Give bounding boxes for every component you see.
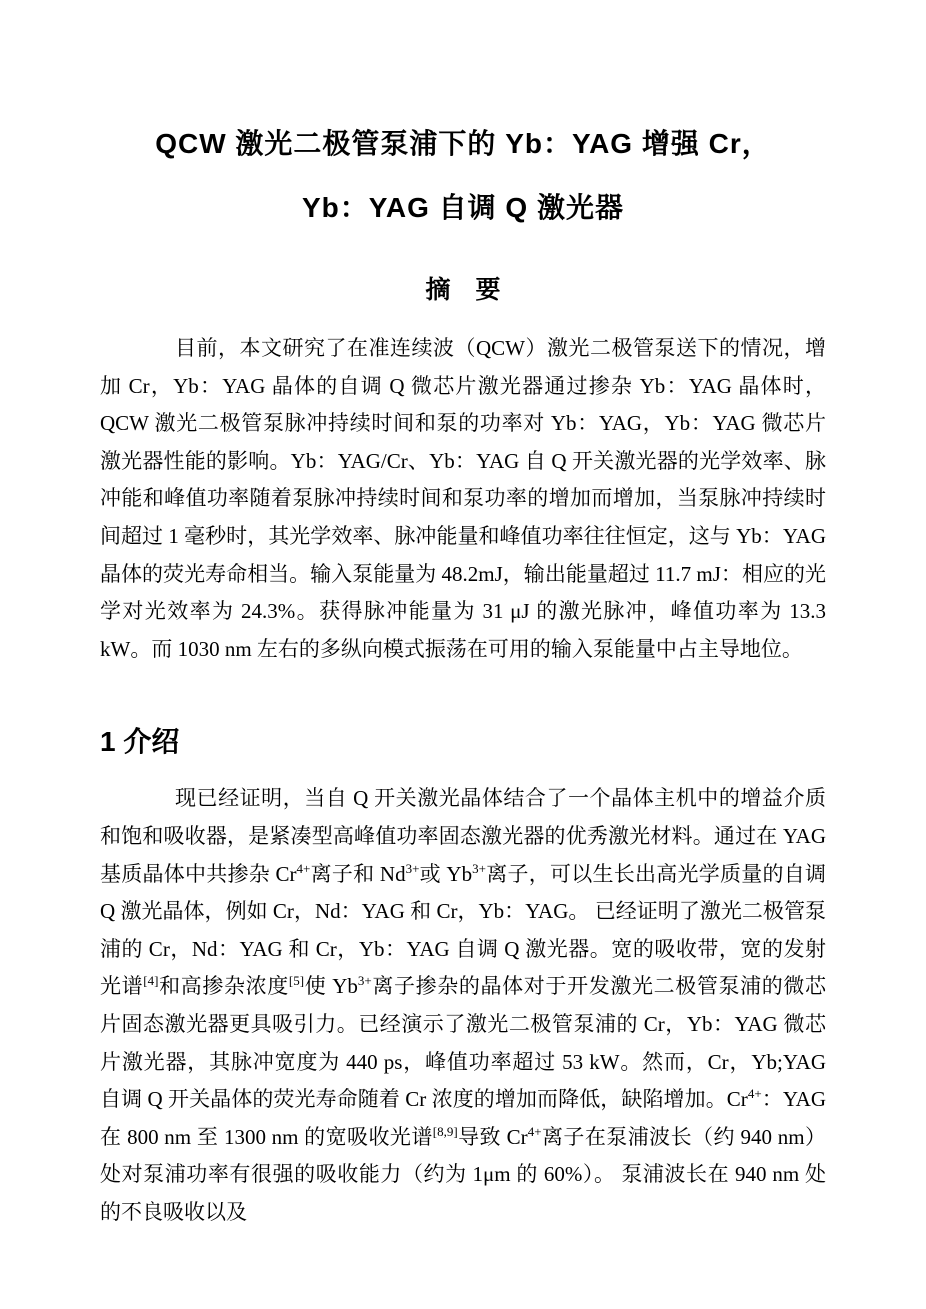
section-1-heading: 1 介绍 (100, 726, 180, 758)
paper-title (100, 0, 826, 240)
abstract-paragraph: 目前，本文研究了在准连续波（QCW）激光二极管泵送下的情况，增加 Cr，Yb：YAG 晶体的自调 Q 微芯片激光器通过掺杂 Yb：YAG 晶体时， QCW 激光二极管泵脉冲持续时间和泵的功率对 Yb：YAG，Yb：YAG 微芯片激光器性能的影响。Yb：YAG/Cr、Yb：YAG 自 Q 开关激光器的光学效率、脉冲能和峰值功率随着泵脉冲持续时间和泵功率的增加而增加，当泵脉冲持续时间超过 1 毫秒时，其光学效率、脉冲能量和峰值功率往往恒定，这与 Yb：YAG 晶体的荧光寿命相当。输入泵能量为 48.2mJ，输出能量超过 11.7 mJ：相应的光学对光效率为 24.3%。获得脉冲能量为 31 μJ 的激光脉冲，峰值功率为 13.3 kW。而 1030 nm 左右的多纵向模式振荡在可用的输入泵能量中占主导地位。 (100, 336, 826, 661)
abstract-heading: 摘 要 (425, 277, 501, 304)
paper-title-line2: Yb：YAG 自调 Q 激光器 (301, 192, 624, 223)
paper-title-line1: QCW 激光二极管泵浦下的 Yb：YAG 增强 Cr， (155, 128, 771, 159)
section-1-paragraph: 现已经证明，当自 Q 开关激光晶体结合了一个晶体主机中的增益介质和饱和吸收器，是紧凑型高峰值功率固态激光器的优秀激光材料。通过在 YAG 基质晶体中共掺杂 $Cr^{4+}$离子和 $Nd^{3+}$或 $Yb^{3+}$离子，可以生长出高光学质量的自调 Q 激光晶体，例如 Cr，Nd：YAG 和 Cr，Yb：YAG。 已经证明了激光二极管泵浦的 Cr，Nd：YAG 和 Cr，Yb：YAG 自调 Q 激光器。宽的吸收带，宽的发射光谱[4]和高掺杂浓度[5]使 $Yb^{3+}$离子掺杂的晶体对于开发激光二极管泵浦的微芯片固态激光器更具吸引力。已经演示了激光二极管泵浦的 Cr，Yb：YAG 微芯片激光器，其脉冲宽度为 440 ps，峰值功率超过 53 kW。然而，Cr，Yb;YAG 自调 Q 开关晶体的荧光寿命随着 Cr 浓度的增加而降低，缺陷增加。$Cr^{4+}$：YAG 在 800 nm 至 1300 nm 的宽吸收光谱[8,9]导致 $Cr^{4+}$离子在泵浦波长（约 940 nm）处对泵浦功率有很强的吸收能力（约为 1μm 的 60%）。 泵浦波长在 940 nm 处的不良吸收以及 (100, 786, 827, 1224)
